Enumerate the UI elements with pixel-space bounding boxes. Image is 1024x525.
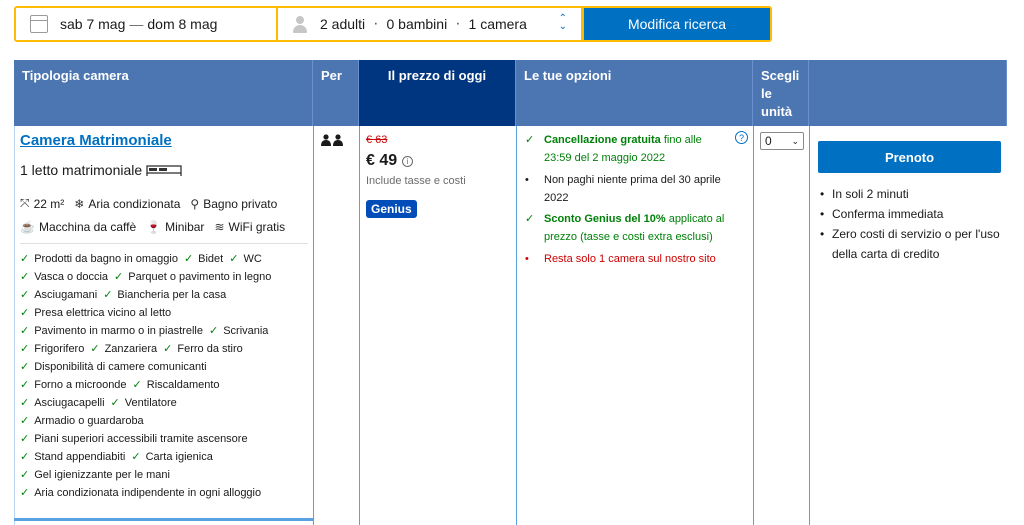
list-item [820,204,1005,224]
facility-coffee [20,220,136,234]
header-price-today: Il prezzo di oggi [359,60,516,126]
amenity-item [20,306,171,319]
amenity-label: Bidet [198,252,224,265]
facilities-row-1 [20,196,287,211]
book-benefits [820,184,1005,264]
amenity-item [20,414,144,427]
check-icon: ✓ [20,397,30,409]
old-price: € 63 [366,134,388,146]
check-icon: ✓ [20,253,30,265]
bed-info [20,162,182,178]
book-cell [809,126,1008,525]
bullet-dot: • [820,227,825,241]
amenity-row [20,396,310,409]
amenity-item [133,378,220,391]
amenity-item [20,270,108,283]
amenity-item [184,252,223,265]
option-last-room [525,250,730,268]
rooms-count: 1 camera [468,16,527,32]
option-rest: applicato al prezzo (tasse e costi extra esclusi) [544,213,725,243]
check-icon: ✓ [20,289,30,301]
amenity-item [20,324,203,337]
two-persons-icon [320,134,344,146]
wifi-icon: ≋ [214,220,225,234]
amenity-label: Forno a microonde [34,378,127,391]
option-bold: Cancellazione gratuita [544,134,661,146]
amenity-row [20,270,310,283]
list-item [820,184,1005,204]
bullet-dot: • [820,187,825,201]
header-book [809,60,1007,126]
size-icon: ⤧ [20,196,30,210]
person-icon [292,16,308,32]
amenity-item [20,432,248,445]
amenity-label: Stand appendiabiti [34,450,126,463]
check-icon: ✓ [90,343,100,355]
amenity-row [20,414,310,427]
amenity-label: Carta igienica [145,450,213,463]
facility-label: 22 m² [33,196,65,211]
amenity-label: Parquet o pavimento in legno [128,270,272,283]
separator-dot: · [373,15,379,32]
chevron-updown-icon: ⌃ ⌄ [558,13,567,32]
amenity-item [20,342,84,355]
amenity-item [103,288,226,301]
amenity-item [20,450,125,463]
units-cell [753,126,809,525]
benefit-text: Conferma immediata [832,207,944,221]
amenity-item [114,270,271,283]
option-discount [525,210,730,246]
check-icon: ✓ [163,343,173,355]
bed-icon [146,163,182,177]
amenity-label: Gel igienizzante per le mani [34,468,170,481]
amenity-row [20,378,310,391]
modify-search-button[interactable]: Modifica ricerca [583,8,770,40]
check-icon: ✓ [20,271,30,283]
check-icon: ✓ [20,361,30,373]
row-bottom-border [14,518,313,521]
current-price: € 49 [366,152,398,169]
date-from: sab 7 mag [60,16,126,32]
check-icon: ✓ [132,379,142,391]
check-icon: ✓ [131,451,141,463]
minibar-icon: 🍷 [146,220,162,234]
option-text: Resta solo 1 camera sul nostro sito [544,253,716,265]
check-icon: ✓ [20,307,30,319]
check-icon: ✓ [20,451,30,463]
taxes-note: Include tasse e costi [366,175,466,187]
facility-label: Macchina da caffè [38,220,137,234]
room-cell [14,126,313,525]
facility-aircon [74,197,180,211]
facility-wifi [214,220,285,234]
adults-count: 2 adulti [320,16,366,32]
amenity-item [20,486,261,499]
price-cell [359,126,516,525]
amenity-label: Scrivania [223,324,269,337]
check-icon: ✓ [103,289,113,301]
facility-label: Minibar [165,220,205,234]
benefit-text: In soli 2 minuti [832,187,909,201]
option-text: Non paghi niente prima del 30 aprile 2022 [544,174,721,204]
amenity-item [229,252,262,265]
option-bold: Sconto Genius del 10% [544,213,666,225]
genius-badge: Genius [366,200,417,218]
amenity-row [20,432,310,445]
amenity-label: Piani superiori accessibili tramite ascensore [34,432,248,445]
amenity-label: Ventilatore [124,396,177,409]
option-rest: fino alle 23:59 del 2 maggio 2022 [544,134,702,164]
bath-icon: ⚲ [190,196,200,211]
search-bar [14,6,772,42]
bullet-dot: • [525,174,529,186]
option-cancellation [525,131,730,167]
check-icon: ✓ [229,253,239,265]
units-select[interactable] [760,132,804,150]
facility-label: Bagno privato [203,196,278,211]
amenity-label: Presa elettrica vicino al letto [34,306,172,319]
option-text [544,131,730,167]
options-cell [516,126,753,525]
facility-label: Aria condizionata [88,196,181,211]
date-to: dom 8 mag [147,16,218,32]
amenity-row [20,468,310,481]
amenity-row [20,252,310,265]
facility-size [20,196,64,211]
info-icon[interactable]: i [402,156,413,167]
check-icon: ✓ [20,343,30,355]
amenity-item [20,378,127,391]
amenity-item [20,468,170,481]
check-icon: ✓ [20,487,30,499]
amenity-label: Frigorifero [34,342,85,355]
header-room-type: Tipologia camera [14,60,313,126]
check-icon: ✓ [20,379,30,391]
chevron-down-icon: ⌄ [791,135,799,146]
amenity-label: Asciugacapelli [34,396,105,409]
amenity-row [20,360,310,373]
amenity-row [20,450,310,463]
amenity-label: Prodotti da bagno in omaggio [34,252,178,265]
check-icon: ✓ [20,469,30,481]
current-price-row [366,152,413,170]
per-cell [313,126,359,525]
benefit-text: Zero costi di servizio o per l'uso della carta di credito [832,227,1000,261]
facility-label: WiFi gratis [228,220,286,234]
amenity-item [209,324,268,337]
room-name-link[interactable]: Camera Matrimoniale [20,132,172,149]
amenity-item [20,360,207,373]
amenity-item [131,450,212,463]
amenity-item [20,396,105,409]
check-icon: ✓ [183,253,194,265]
amenity-row [20,306,310,319]
check-icon: ✓ [110,397,120,409]
facility-bath [190,197,277,211]
amenity-item [163,342,243,355]
bed-label: 1 letto matrimoniale [20,162,143,178]
amenity-row [20,324,310,337]
amenity-item [20,288,97,301]
option-text [544,210,730,246]
header-per: Per [313,60,359,126]
amenity-label: Disponibilità di camere comunicanti [34,360,207,373]
check-icon: ✓ [525,213,535,225]
table-header [14,60,1007,126]
check-icon: ✓ [114,271,124,283]
units-value: 0 [765,134,772,148]
amenity-row [20,486,310,499]
amenity-label: Biancheria per la casa [117,288,227,301]
children-count: 0 bambini [386,16,448,32]
amenity-item [90,342,157,355]
amenity-label: Pavimento in marmo o in piastrelle [34,324,203,337]
header-choose-units: Scegli le unità [753,60,809,126]
question-icon[interactable]: ? [735,131,748,144]
date-dash: — [129,16,144,32]
check-icon: ✓ [208,325,219,337]
amenity-label: Asciugamani [34,288,98,301]
amenity-label: Riscaldamento [146,378,220,391]
list-item [820,224,1005,264]
calendar-icon [30,15,48,33]
amenity-label: Vasca o doccia [34,270,109,283]
check-icon: ✓ [20,433,30,445]
coffee-machine-icon: ☕ [20,220,35,234]
header-options: Le tue opzioni [516,60,753,126]
amenity-item [111,396,177,409]
amenity-item [20,252,178,265]
divider [20,243,308,244]
separator-dot: · [455,15,461,32]
amenity-label: Armadio o guardaroba [34,414,144,427]
dates-field[interactable] [16,8,278,40]
amenity-label: Zanzariera [104,342,158,355]
amenity-label: WC [243,252,262,265]
check-icon: ✓ [525,134,535,146]
check-icon: ✓ [20,415,30,427]
option-pay-later [525,171,730,207]
book-button[interactable]: Prenoto [818,141,1001,173]
snowflake-icon: ❄ [74,196,85,211]
amenity-row [20,288,310,301]
amenity-label: Ferro da stiro [177,342,243,355]
facility-minibar [146,220,204,234]
bullet-dot: • [820,207,825,221]
check-icon: ✓ [20,325,30,337]
facilities-row-2 [20,220,295,234]
bullet-dot: • [525,253,529,265]
amenity-row [20,342,310,355]
occupancy-field[interactable] [278,8,583,40]
amenity-label: Aria condizionata indipendente in ogni alloggio [34,486,262,499]
